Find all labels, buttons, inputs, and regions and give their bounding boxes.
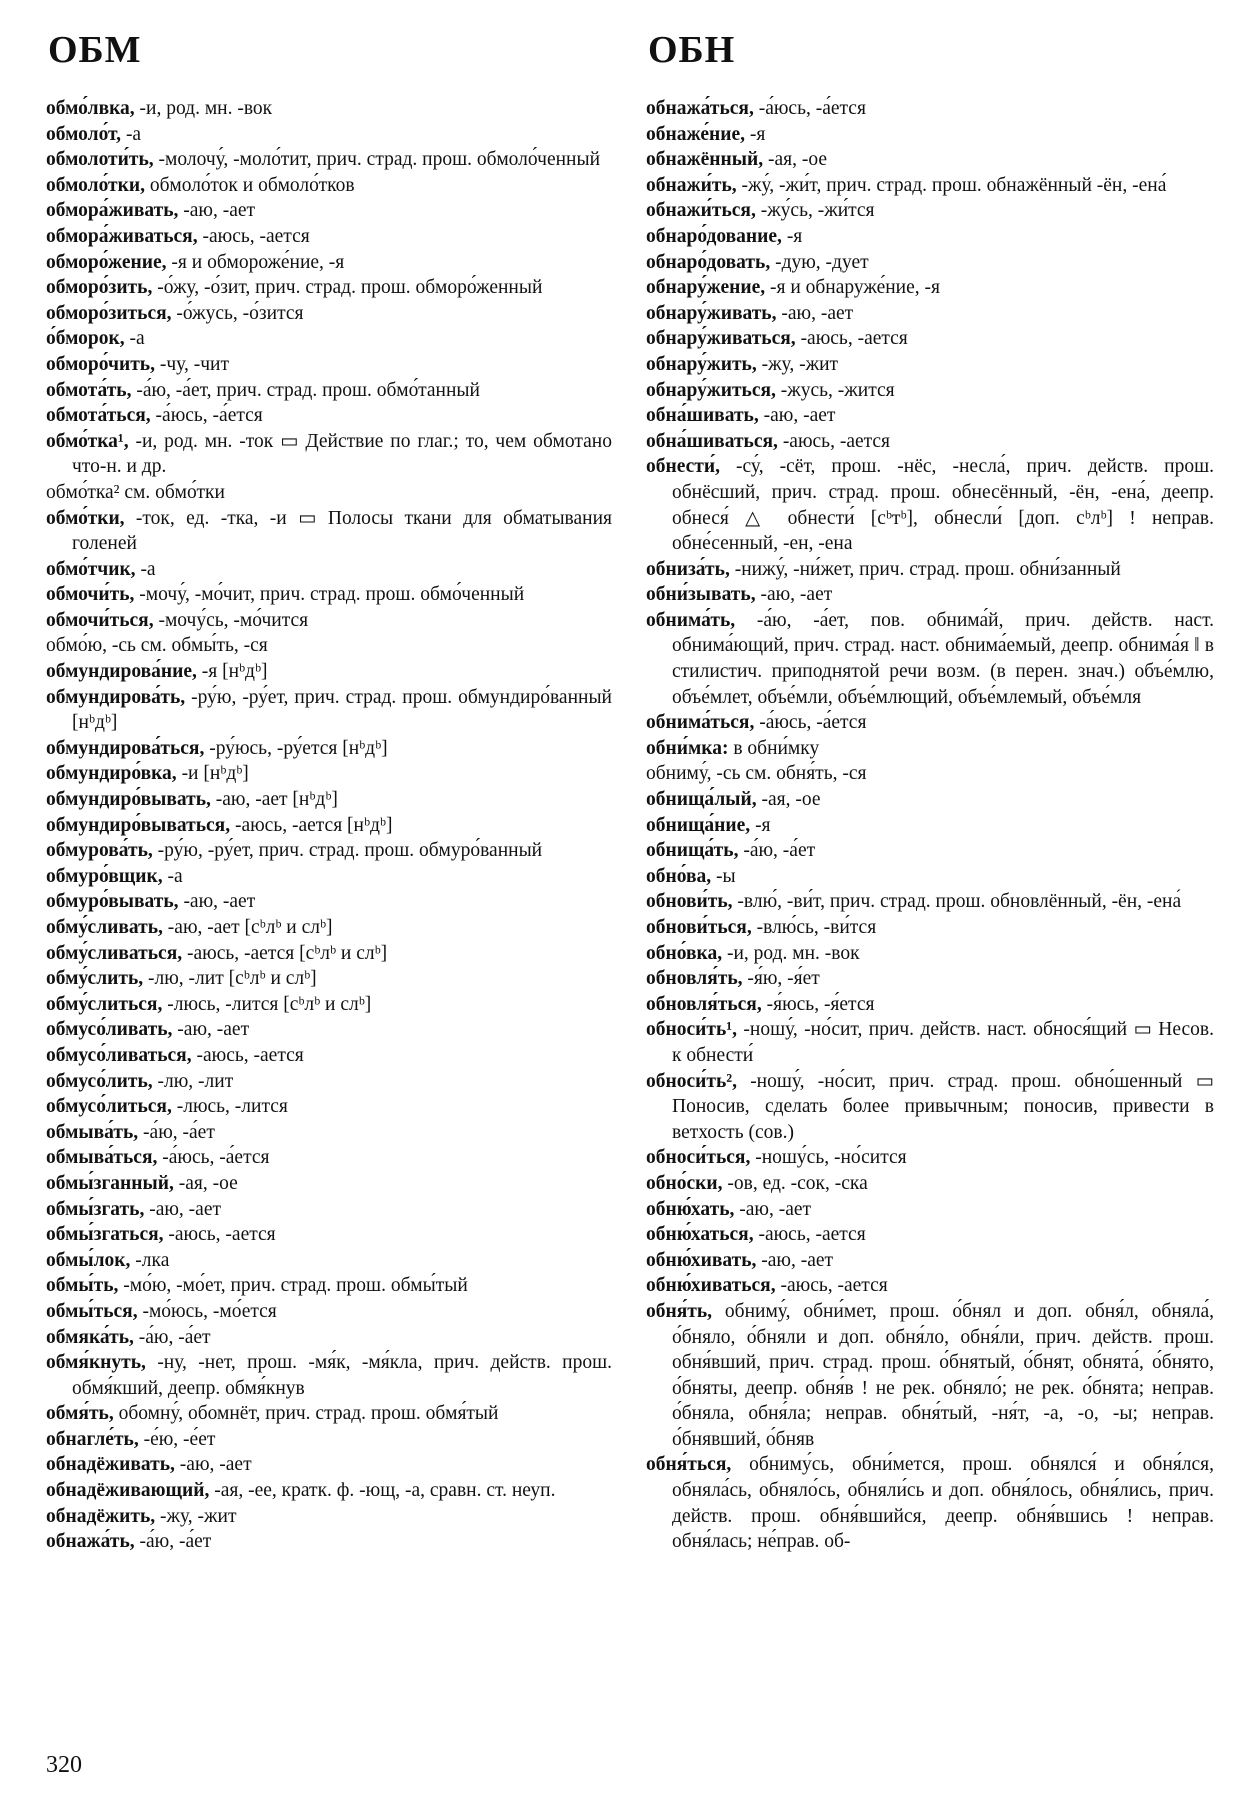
headword: обнадёжить, bbox=[46, 1505, 156, 1527]
dictionary-entry bbox=[46, 224, 612, 250]
headword: обмоло́т, bbox=[46, 123, 122, 145]
right-column bbox=[646, 96, 1214, 1555]
headword: обмундиро́вывать, bbox=[46, 789, 211, 811]
entry-body: -я и обмороже́ние, -я bbox=[166, 251, 345, 273]
dictionary-entry bbox=[46, 301, 612, 327]
headword: обмы́ть, bbox=[46, 1275, 119, 1297]
headword: обмундирова́ть, bbox=[46, 686, 186, 708]
entry-body: -я [нᵇдᵇ] bbox=[196, 661, 268, 683]
headword: обнару́жить, bbox=[646, 353, 757, 375]
entry-body: -мо́ю, -мо́ет, прич. страд. прош. обмы́тый bbox=[118, 1275, 468, 1297]
headword: обмо́лвка, bbox=[46, 98, 135, 119]
headword: обмундирова́ться, bbox=[46, 737, 205, 759]
headword: обнару́жение, bbox=[646, 277, 766, 299]
entry-body: обниму́, обни́мет, прош. о́бнял и доп. обня́л, обняла́, о́бняло, о́бняли и доп. обня́ло, обня́ли, прич. действ. прош. обня́вший, прич. страд. прош. о́бнятый, о́бнят, обнята́, о́бнято, о́бняты, деепр. обня́в ! не рек. обняло́; не рек. о́бнята; неправ. о́бняла, обня́ла; неправ. обня́тый, -ня́т, -а, -о, -ы; неправ. о́бнявший, о́бняв bbox=[672, 1300, 1214, 1450]
dictionary-entry bbox=[46, 1401, 612, 1427]
headword: обмундиро́вка, bbox=[46, 763, 177, 785]
dictionary-entry bbox=[646, 1069, 1214, 1146]
headword: обно́вка, bbox=[646, 942, 723, 964]
entry-body: -аюсь, -ается bbox=[163, 1224, 276, 1246]
headword: обноси́ть¹, bbox=[646, 1019, 737, 1041]
headword: обмы́згаться, bbox=[46, 1224, 164, 1246]
entry-body: -аюсь, -ается [нᵇдᵇ] bbox=[230, 814, 393, 836]
entry-body: в обни́мку bbox=[728, 737, 820, 759]
entry-body: -аюсь, -ается bbox=[197, 225, 310, 247]
entry-body: -а bbox=[124, 328, 145, 350]
dictionary-entry bbox=[46, 1017, 612, 1043]
headword: обмыва́ться, bbox=[46, 1147, 158, 1169]
headword: обморо́чить, bbox=[46, 353, 155, 375]
entry-body: -ру́юсь, -ру́ется [нᵇдᵇ] bbox=[204, 737, 388, 759]
entry-body: -аю, -ает bbox=[758, 405, 836, 427]
entry-body: -люсь, -лится bbox=[171, 1096, 288, 1118]
entry-body: -ру́ю, -ру́ет, прич. страд. прош. обмуро́ванный bbox=[152, 840, 543, 862]
headword: обмы́ться, bbox=[46, 1300, 138, 1322]
entry-body: обмо́тка² см. обмо́тки bbox=[46, 481, 225, 503]
entry-body: -а bbox=[135, 558, 156, 580]
dictionary-entry bbox=[46, 761, 612, 787]
entry-body: -а bbox=[121, 123, 142, 145]
entry-body: -чу, -чит bbox=[154, 353, 229, 375]
dictionary-entry bbox=[46, 352, 612, 378]
headword: обмундиро́вываться, bbox=[46, 814, 231, 836]
dictionary-entry bbox=[46, 864, 612, 890]
entry-body: -лю, -лит [сᵇлᵇ и слᵇ] bbox=[143, 968, 317, 990]
entry-body: обниму́сь, обни́мется, прош. обнялся́ и обня́лся, обняла́сь, обняло́сь, обняли́сь и доп. обня́лось, обня́лись, прич. действ. прош. обня́вшийся, деепр. обня́вшись ! неправ. обня́лась; не́прав. об- bbox=[672, 1454, 1214, 1553]
dictionary-entry bbox=[46, 992, 612, 1018]
dictionary-entry bbox=[646, 864, 1214, 890]
dictionary-entry bbox=[646, 608, 1214, 710]
entry-body: -жу, -жит bbox=[756, 353, 839, 375]
headword: обнажи́ть, bbox=[646, 174, 737, 196]
headword: обмы́згать, bbox=[46, 1198, 145, 1220]
headword: обмочи́ть, bbox=[46, 584, 135, 606]
dictionary-entry bbox=[646, 122, 1214, 148]
dictionary-entry bbox=[646, 454, 1214, 556]
dictionary-entry bbox=[646, 787, 1214, 813]
dictionary-entry bbox=[46, 147, 612, 173]
entry-body: -я bbox=[745, 123, 766, 145]
entry-body: -а́ю, -а́ет bbox=[133, 1326, 211, 1348]
entry-body: -о́жусь, -о́зится bbox=[171, 302, 304, 324]
headword: обнару́житься, bbox=[646, 379, 776, 401]
entry-body: -лка bbox=[130, 1249, 170, 1271]
headword: обноси́ть², bbox=[646, 1070, 737, 1092]
dictionary-entry bbox=[46, 1171, 612, 1197]
entry-body: -ношу́, -но́сит, прич. действ. наст. обнося́щий ▭ Несов. к обнести́ bbox=[672, 1019, 1214, 1066]
entry-body: -я bbox=[781, 225, 803, 247]
dictionary-entry bbox=[46, 1273, 612, 1299]
headword: обноси́ться, bbox=[646, 1147, 751, 1169]
headword: обню́хиваться, bbox=[646, 1275, 776, 1297]
headword: обморо́зить, bbox=[46, 277, 153, 299]
running-head-left: ОБМ bbox=[48, 29, 142, 71]
entry-body: -влю́, -ви́т, прич. страд. прош. обновлённый, -ён, -ена́ bbox=[732, 891, 1182, 913]
headword: обму́сливать, bbox=[46, 917, 163, 938]
entry-body: -мочу́сь, -мо́чится bbox=[153, 609, 309, 631]
headword: обмя́кнуть, bbox=[46, 1352, 146, 1374]
headword: обму́слиться, bbox=[46, 993, 163, 1015]
entry-body: -жусь, -жится bbox=[775, 379, 895, 401]
entry-body: -а́ю, -а́ет bbox=[134, 1531, 212, 1553]
headword: обнима́ть, bbox=[646, 609, 736, 631]
entry-body: -лю, -лит bbox=[152, 1070, 234, 1092]
dictionary-entry bbox=[646, 1145, 1214, 1171]
entry-body: обниму́, -сь см. обня́ть, -ся bbox=[646, 763, 867, 785]
headword: обмора́живать, bbox=[46, 200, 179, 222]
dictionary-entry bbox=[646, 352, 1214, 378]
headword: обнести́, bbox=[646, 456, 720, 478]
headword: обню́хивать, bbox=[646, 1249, 757, 1271]
headword: обнища́ние, bbox=[646, 814, 751, 836]
entry-body: -и, род. мн. -вок bbox=[134, 98, 273, 119]
headword: обмота́ть, bbox=[46, 379, 132, 401]
entry-body: -ношу́сь, -но́сится bbox=[750, 1147, 907, 1169]
entry-body: обмоло́ток и обмоло́тков bbox=[145, 174, 355, 196]
entry-body: -молочу́, -моло́тит, прич. страд. прош. обмоло́ченный bbox=[153, 149, 601, 171]
headword: обна́шиваться, bbox=[646, 430, 778, 452]
dictionary-entry bbox=[46, 1299, 612, 1325]
dictionary-entry bbox=[646, 96, 1214, 122]
entry-body: -влю́сь, -ви́тся bbox=[751, 917, 877, 938]
dictionary-entry bbox=[46, 1504, 612, 1530]
dictionary-entry bbox=[646, 1248, 1214, 1274]
headword: обню́хаться, bbox=[646, 1224, 754, 1246]
dictionary-entry bbox=[646, 173, 1214, 199]
entry-body: -мочу́, -мо́чит, прич. страд. прош. обмо́ченный bbox=[134, 584, 525, 606]
entry-body: -я и обнаруже́ние, -я bbox=[765, 277, 940, 299]
dictionary-entry bbox=[46, 966, 612, 992]
dictionary-entry bbox=[46, 736, 612, 762]
dictionary-entry bbox=[46, 1094, 612, 1120]
entry-body: -ношу́, -но́сит, прич. страд. прош. обно́шенный ▭ Поносив, сделать более привычным; поносив, привести в ветхость (сов.) bbox=[672, 1070, 1214, 1143]
entry-body: -нижу́, -ни́жет, прич. страд. прош. обни́занный bbox=[729, 558, 1121, 580]
dictionary-entry bbox=[646, 326, 1214, 352]
dictionary-entry bbox=[646, 1171, 1214, 1197]
headword: обнови́ть, bbox=[646, 891, 733, 913]
entry-body: -жу́, -жи́т, прич. страд. прош. обнажённый -ён, -ена́ bbox=[736, 174, 1167, 196]
left-column bbox=[46, 96, 612, 1555]
entry-body: -аюсь, -ается bbox=[191, 1044, 304, 1066]
dictionary-entry bbox=[46, 326, 612, 352]
dictionary-entry bbox=[46, 608, 612, 634]
entry-body: -я́ю, -я́ет bbox=[742, 968, 820, 990]
dictionary-entry bbox=[46, 1120, 612, 1146]
headword: обня́ться, bbox=[646, 1454, 732, 1476]
dictionary-entry bbox=[46, 275, 612, 301]
dictionary-entry bbox=[46, 173, 612, 199]
entry-body: -и, род. мн. -ток ▭ Действие по глаг.; то, чем обмотано что-н. и др. bbox=[72, 430, 612, 478]
headword: обна́шивать, bbox=[646, 405, 759, 427]
entry-body: -а́ю, -а́ет, пов. обнима́й, прич. действ. наст. обнима́ющий, прич. страд. наст. обнима́емый, деепр. обнима́я ‖ в стилистич. приподнятой речи возм. (в перен. знач.) объе́млю, объе́млет, объе́мли, объе́млющий, объе́млемый, объе́мля bbox=[672, 609, 1214, 708]
entry-body: -аюсь, -ается bbox=[775, 1275, 888, 1297]
headword: обмусо́литься, bbox=[46, 1096, 172, 1118]
headword: обмусо́ливаться, bbox=[46, 1044, 192, 1066]
headword: обнажи́ться, bbox=[646, 200, 756, 222]
page-number: 320 bbox=[46, 1752, 82, 1778]
headword: обни́мка: bbox=[646, 737, 729, 759]
dictionary-entry bbox=[46, 582, 612, 608]
headword: обнища́лый, bbox=[646, 789, 757, 811]
headword: обнаро́довать, bbox=[646, 251, 771, 273]
headword: обнови́ться, bbox=[646, 917, 752, 938]
headword: обмолоти́ть, bbox=[46, 149, 154, 171]
entry-body: -ну, -нет, прош. -мя́к, -мя́кла, прич. действ. прош. обмя́кший, деепр. обмя́кнув bbox=[72, 1352, 612, 1399]
entry-body: -аю, -ает [нᵇдᵇ] bbox=[210, 789, 338, 811]
entry-body: -е́ю, -е́ет bbox=[138, 1428, 216, 1450]
headword: обниза́ть, bbox=[646, 558, 730, 580]
headword: обнища́ть, bbox=[646, 840, 739, 862]
entry-body: -и, род. мн. -вок bbox=[722, 942, 860, 964]
headword: обмусо́лить, bbox=[46, 1070, 153, 1092]
headword: обня́ть, bbox=[646, 1300, 713, 1322]
headword: обмя́ть, bbox=[46, 1403, 114, 1425]
headword: обмота́ться, bbox=[46, 405, 151, 427]
headword: обмо́тчик, bbox=[46, 558, 136, 580]
entry-body: -и [нᵇдᵇ] bbox=[176, 763, 249, 785]
entry-body: -ток, ед. -тка, -и ▭ Полосы ткани для обматывания голеней bbox=[72, 507, 612, 555]
dictionary-entry bbox=[646, 147, 1214, 173]
dictionary-entry bbox=[646, 966, 1214, 992]
dictionary-entry bbox=[46, 1145, 612, 1171]
entry-body: -а́ю, -а́ет, прич. страд. прош. обмо́танный bbox=[131, 379, 480, 401]
dictionary-entry bbox=[46, 429, 612, 480]
dictionary-entry bbox=[46, 1197, 612, 1223]
headword: обнажённый, bbox=[646, 149, 764, 171]
dictionary-entry bbox=[46, 813, 612, 839]
entry-body: -аюсь, -ается [сᵇлᵇ и слᵇ] bbox=[182, 942, 388, 964]
entry-body: обмо́ю, -сь см. обмы́ть, -ся bbox=[46, 635, 268, 657]
entry-body: -ая, -ее, кратк. ф. -ющ, -а, сравн. ст. неуп. bbox=[209, 1480, 556, 1502]
headword: обнаро́дование, bbox=[646, 225, 782, 247]
entry-body: -аю, -ает bbox=[776, 302, 854, 324]
entry-body: -ая, -ое bbox=[763, 149, 827, 171]
dictionary-entry bbox=[646, 761, 1214, 787]
dictionary-entry bbox=[46, 250, 612, 276]
entry-body: -я bbox=[750, 814, 771, 836]
entry-body: -ая, -ое bbox=[756, 789, 821, 811]
headword: обнару́живаться, bbox=[646, 328, 796, 350]
headword: обнима́ться, bbox=[646, 712, 755, 734]
dictionary-entry bbox=[46, 1427, 612, 1453]
entry-body: -я́юсь, -я́ется bbox=[761, 993, 875, 1015]
entry-body: -люсь, -лится [сᵇлᵇ и слᵇ] bbox=[162, 993, 372, 1015]
headword: обнажа́ть, bbox=[46, 1531, 135, 1553]
dictionary-entry bbox=[46, 198, 612, 224]
dictionary-entry bbox=[646, 1273, 1214, 1299]
running-head-right: ОБН bbox=[648, 29, 736, 71]
entry-body: -мо́юсь, -мо́ется bbox=[137, 1300, 277, 1322]
headword: обмочи́ться, bbox=[46, 609, 154, 631]
headword: обмыва́ть, bbox=[46, 1121, 139, 1143]
dictionary-entry bbox=[46, 787, 612, 813]
dictionary-entry bbox=[46, 889, 612, 915]
entry-body: -аю, -ает bbox=[172, 1019, 250, 1041]
dictionary-entry bbox=[46, 1248, 612, 1274]
entry-body: -жу, -жит bbox=[155, 1505, 237, 1527]
entry-body: -ы bbox=[711, 865, 736, 887]
headword: обню́хать, bbox=[646, 1198, 735, 1220]
entry-body: -аюсь, -ается bbox=[795, 328, 908, 350]
headword: о́бморок, bbox=[46, 328, 125, 350]
dictionary-entry bbox=[646, 813, 1214, 839]
dictionary-entry bbox=[46, 1529, 612, 1555]
entry-body: -а bbox=[162, 865, 183, 887]
dictionary-entry bbox=[46, 122, 612, 148]
entry-body: обомну́, обомнёт, прич. страд. прош. обмя́тый bbox=[113, 1403, 499, 1425]
dictionary-entry bbox=[646, 224, 1214, 250]
entry-body: -аю, -ает bbox=[734, 1198, 812, 1220]
entry-body: -аю, -ает bbox=[144, 1198, 221, 1220]
headword: обморо́зиться, bbox=[46, 302, 172, 324]
dictionary-entry bbox=[646, 1299, 1214, 1453]
dictionary-entry bbox=[646, 889, 1214, 915]
entry-body: -аю, -ает bbox=[178, 200, 256, 222]
dictionary-entry bbox=[46, 685, 612, 736]
dictionary-entry bbox=[46, 403, 612, 429]
dictionary-entry bbox=[46, 633, 612, 659]
dictionary-entry bbox=[646, 710, 1214, 736]
entry-body: -а́юсь, -а́ется bbox=[754, 712, 867, 734]
entry-body: -ов, ед. -сок, -ска bbox=[722, 1172, 868, 1194]
dictionary-entry bbox=[646, 1197, 1214, 1223]
dictionary-entry bbox=[646, 198, 1214, 224]
dictionary-entry bbox=[646, 941, 1214, 967]
dictionary-entry bbox=[46, 1478, 612, 1504]
dictionary-entry bbox=[646, 275, 1214, 301]
headword: обно́ва, bbox=[646, 865, 712, 887]
dictionary-entry bbox=[46, 1043, 612, 1069]
headword: обмы́лок, bbox=[46, 1249, 131, 1271]
headword: обмусо́ливать, bbox=[46, 1019, 173, 1041]
dictionary-entry bbox=[646, 1222, 1214, 1248]
entry-body: -а́ю, -а́ет bbox=[138, 1121, 215, 1143]
dictionary-entry bbox=[46, 506, 612, 557]
entry-body: -а́ю, -а́ет bbox=[738, 840, 816, 862]
headword: обнагле́ть, bbox=[46, 1428, 139, 1450]
dictionary-entry bbox=[646, 557, 1214, 583]
dictionary-entry bbox=[46, 1222, 612, 1248]
headword: обнару́живать, bbox=[646, 302, 777, 324]
headword: обмуро́вщик, bbox=[46, 865, 163, 887]
headword: обмо́тка¹, bbox=[46, 430, 129, 452]
entry-body: -аю, -ает [сᵇлᵇ и слᵇ] bbox=[162, 917, 333, 938]
headword: обно́ски, bbox=[646, 1172, 723, 1194]
headword: обнадёживающий, bbox=[46, 1480, 210, 1502]
headword: обмурова́ть, bbox=[46, 840, 153, 862]
dictionary-entry bbox=[46, 1350, 612, 1401]
dictionary-entry bbox=[46, 378, 612, 404]
dictionary-entry bbox=[646, 736, 1214, 762]
headword: обмо́тки, bbox=[46, 507, 125, 529]
dictionary-entry bbox=[46, 915, 612, 941]
dictionary-entry bbox=[46, 480, 612, 506]
headword: обморо́жение, bbox=[46, 251, 167, 273]
dictionary-entry bbox=[646, 301, 1214, 327]
dictionary-entry bbox=[646, 429, 1214, 455]
entry-body: -аю, -ает bbox=[755, 584, 833, 606]
headword: обмы́зганный, bbox=[46, 1172, 174, 1194]
entry-body: -аюсь, -ается bbox=[753, 1224, 866, 1246]
dictionary-entry bbox=[646, 582, 1214, 608]
dictionary-entry bbox=[46, 941, 612, 967]
headword: обновля́ть, bbox=[646, 968, 743, 990]
entry-body: -дую, -дует bbox=[770, 251, 869, 273]
dictionary-entry bbox=[646, 1452, 1214, 1554]
headword: обмяка́ть, bbox=[46, 1326, 134, 1348]
dictionary-entry bbox=[646, 250, 1214, 276]
headword: обнажа́ться, bbox=[646, 98, 754, 119]
dictionary-entry bbox=[46, 1069, 612, 1095]
entry-body: -а́юсь, -а́ется bbox=[157, 1147, 270, 1169]
entry-body: -ая, -ое bbox=[173, 1172, 238, 1194]
headword: обмуро́вывать, bbox=[46, 891, 179, 913]
dictionary-entry bbox=[646, 378, 1214, 404]
dictionary-entry bbox=[46, 96, 612, 122]
headword: обнадёживать, bbox=[46, 1454, 175, 1476]
entry-body: -жу́сь, -жи́тся bbox=[755, 200, 875, 222]
entry-body: -а́юсь, -а́ется bbox=[753, 98, 866, 119]
dictionary-entry bbox=[46, 838, 612, 864]
entry-body: -а́юсь, -а́ется bbox=[150, 405, 263, 427]
headword: обмоло́тки, bbox=[46, 174, 145, 196]
entry-body: -аюсь, -ается bbox=[777, 430, 891, 452]
headword: обни́зывать, bbox=[646, 584, 756, 606]
headword: обмора́живаться, bbox=[46, 225, 198, 247]
entry-body: -аю, -ает bbox=[756, 1249, 834, 1271]
dictionary-entry bbox=[646, 838, 1214, 864]
dictionary-entry bbox=[646, 403, 1214, 429]
entry-body: -о́жу, -о́зит, прич. страд. прош. обморо́женный bbox=[152, 277, 543, 299]
dictionary-entry bbox=[646, 992, 1214, 1018]
headword: обновля́ться, bbox=[646, 993, 762, 1015]
headword: обму́сливаться, bbox=[46, 942, 183, 964]
dictionary-entry bbox=[46, 557, 612, 583]
headword: обнаже́ние, bbox=[646, 123, 746, 145]
entry-body: -аю, -ает bbox=[174, 1454, 252, 1476]
entry-body: -су́, -сёт, прош. -нёс, -несла́, прич. действ. прош. обнёсший, прич. страд. прош. обнесённый, -ён, -ена́, деепр. обнеся́ △ обнести́ [сᵇтᵇ], обнесли́ [доп. сᵇлᵇ] ! неправ. обне́сенный, -ен, -ена bbox=[672, 456, 1214, 555]
headword: обму́слить, bbox=[46, 968, 144, 990]
entry-body: -аю, -ает bbox=[178, 891, 256, 913]
headword: обмундирова́ние, bbox=[46, 661, 197, 683]
dictionary-entry bbox=[646, 915, 1214, 941]
dictionary-entry bbox=[46, 1452, 612, 1478]
dictionary-entry bbox=[46, 659, 612, 685]
dictionary-entry bbox=[46, 1325, 612, 1351]
dictionary-entry bbox=[646, 1017, 1214, 1068]
entry-body: -ру́ю, -ру́ет, прич. страд. прош. обмундиро́ванный [нᵇдᵇ] bbox=[72, 686, 612, 734]
